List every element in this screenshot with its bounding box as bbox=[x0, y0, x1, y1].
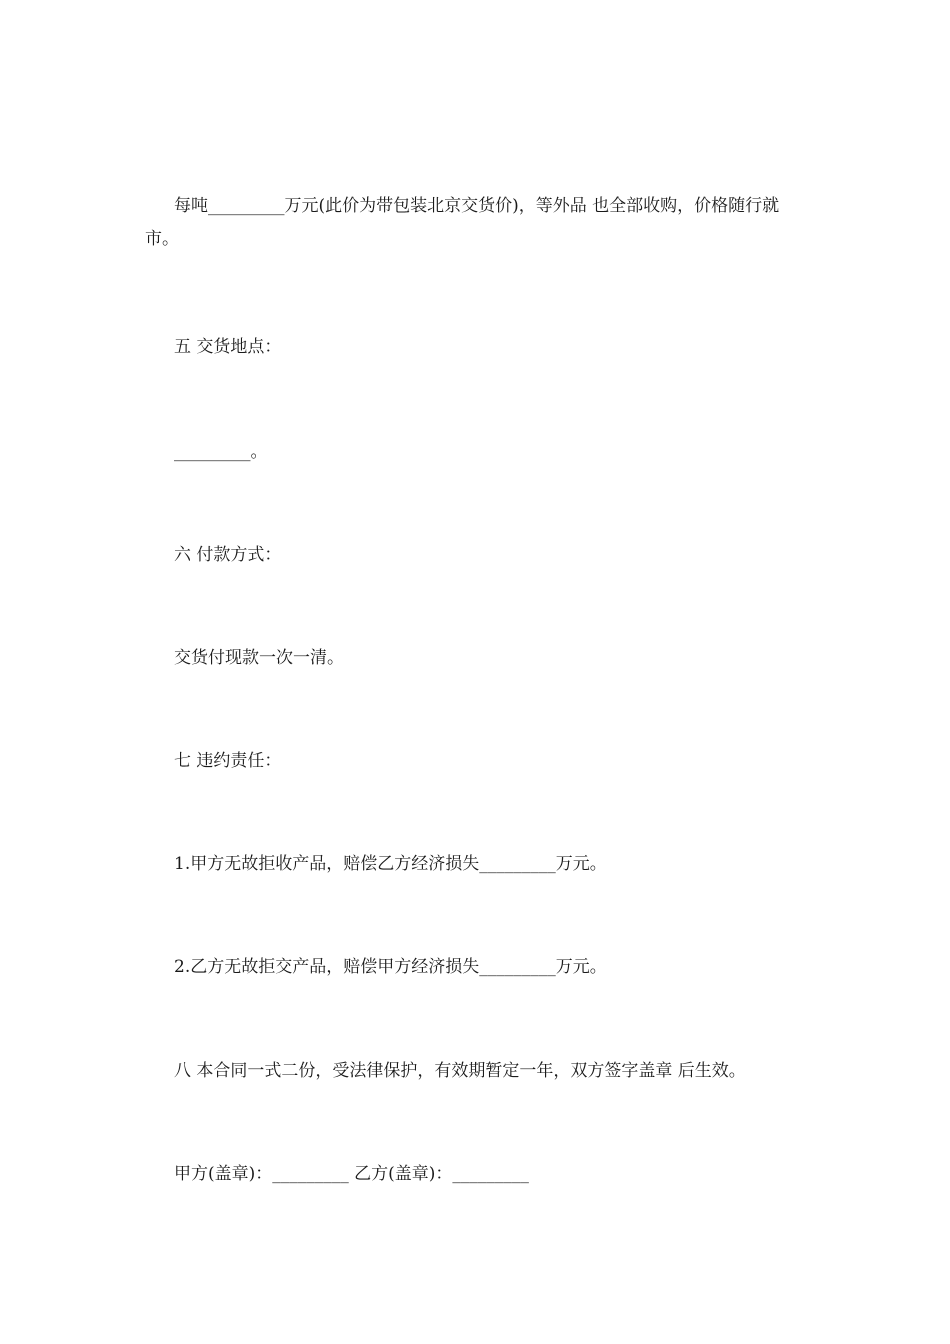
section-6-heading: 六 付款方式： bbox=[174, 545, 282, 565]
delivery-location-blank: _________。 bbox=[174, 442, 268, 462]
section-5-heading: 五 交货地点： bbox=[174, 337, 282, 357]
signature-line: 甲方(盖章)：_________ 乙方(盖章)：_________ bbox=[174, 1164, 529, 1184]
payment-terms-paragraph: 交货付现款一次一清。 bbox=[174, 648, 344, 668]
breach-clause-2: 2.乙方无故拒交产品，赔偿甲方经济损失_________万元。 bbox=[174, 957, 607, 977]
price-clause-paragraph: 每吨_________万元(此价为带包装北京交货价)，等外品 也全部收购，价格随行就市。 bbox=[145, 196, 780, 249]
breach-clause-1: 1.甲方无故拒收产品，赔偿乙方经济损失_________万元。 bbox=[174, 854, 607, 874]
section-8-paragraph: 八 本合同一式二份，受法律保护，有效期暂定一年，双方签字盖章 后生效。 bbox=[174, 1061, 746, 1081]
section-7-heading: 七 违约责任： bbox=[174, 751, 282, 771]
